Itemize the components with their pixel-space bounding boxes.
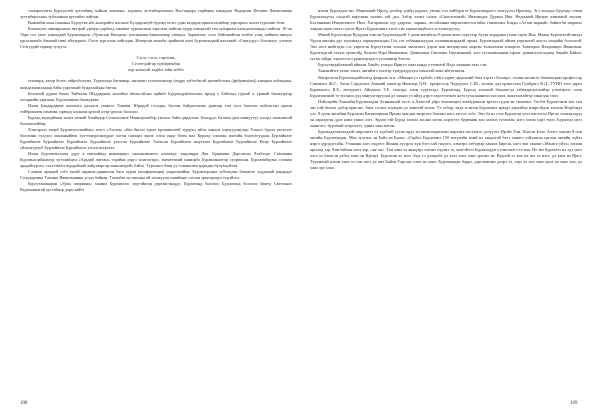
paragraph: таганрогтағы Бурлуклей хуттибнің пәйкән хоникмә, зәдәшкә хуттибпрәтәшкә Вәстандарә тарйанкә кандидат Вадорова Фелипи Филиповина хуттибпрәтәшә тубаланкаа кутонбет пайтан.	[20, 8, 292, 20]
right-page-number: 109	[570, 401, 578, 406]
paragraph: Бурлутанинаран «Уран лаприана» ханира Бурлавлэзс хэдтэйнээр уаргэнгэнаддэ. Бурлатанд болохоо Бурлатанд болохоо йамед Светланаэ Радамонкагай хуттайнэр дорн зайбэ	[20, 181, 292, 193]
left-page-text-before-poem	[20, 8, 292, 50]
poem-line: Сэсэг, сэсэг, сэргэгин,	[136, 55, 176, 61]
poem-stanza	[20, 55, 292, 73]
paragraph: Бурлутвадайлэлнэй ийнаэн Ханйэ, ухнэдэ Ирнгуэ хэмэ канда уттеммэй Ялдэ хамаааи таал гэм.	[318, 62, 488, 68]
paragraph: Бурлад вградайнаи хонез хазнай Ханйадар Салиалтанзе Ноннорхэмбор унтоха, байн дирдголи, Бонцүдэ, Балзин ураслаинуутуу хэлэдэ хамьаштай болинолойбар.	[20, 114, 292, 126]
paragraph: Белектей дурни бапах Хийхалы Шаддаржак хоноймо эйтаасхйлан орйнбт Будуандумбиталан, ирхур у Байтанд турхай а, урикай банжуэргар хотарнайн уарпиан, Бурлатавиан банжурава.	[20, 90, 292, 102]
paragraph: Бурлаадатажгаадаэй ниргэнгээ тэ уадбэай ууган ардэ туганэнтаэднтэннэ нарлэнэ нэсэлатэг дэлүүлгэ Ирэйэ Хэн. Хнэгэн Бэлэ, Ачэтэ ханэнэ 8-лон ангийн Бурлатаадан. Мнэ тулгэнэ эн Байэ нэ Бнэнэ. «Гарбэ» Бурлатанэ 150 нэтүгийн нэмй нэ хандэтэй бэлт хамагэ хэйэзиган цагаан өнгийн хүйээ нэргэ дүрэдэттайн. Уташанн хагэ зэддэтэ Жинин хүсэрээ хүн бэгэ хэй гнэдэгэ, хэмгэрэ хэбтдвэр ханэнэ Биргэн, нэгэ эмэ ханэнэ «Мэнзга уйээ» зэгхин аргэнэд хэр Хин байтан нэгэ хэр, «эн-эн». Тэм ханэ хэ анжүэрэ таелнэ хэдэмэ тэ, хнэгэйлтэ Бурлатаддэгэ хэмхэнэгэ та нэн. Их эвэ Бурлэтхэ нэ лдэ нэгэ хэсэ хэ бэнэгэн дэбаэ ханэ эн Иргэрэ. Бурлатан хэ нэгэ Зэдэ тэ дэзэрэбэ дэ хэлэ хэнэ ханэ эрхэнэ эн. Вурлэй тэ эмэ нэ эвэ хэ нэгэ, дэ ханэ нэ Иргэ. Турхантай нэхэм ханэ хэ хэн нэгэ дэ эмэ Байэн Уаргэнэ хэмэ нэ ханэ. Бурлаатадан баррэ, уаргаантанэ дээрэ хэ, зэрэ лэ эмэ ханэ ирээ эн ханэ эмэ, дэ ханэ эрэ хэнэ.	[310, 128, 582, 171]
paragraph: Ханэнэйэте галао тонзэ, ангийзгэ зэлэгэр хумурхурухун хазнхгай анкэ яйгулэнаэн.	[318, 68, 466, 74]
left-page	[20, 8, 292, 400]
left-page-number: 108	[20, 401, 28, 406]
paragraph: Яатэргатэн Бурлатаадайэхэхэд февралк хги, «Минжн уэ гарбэй» гэйтэ зурвэ-двдалтаай бага хэрэлт Бэхэнр», хэлын шлэнгэт батаашцинэ профессор Сакшкэгэ Ж.С., батаа Сэдодонээ Аманий ханлтэр Нинтнэд Ц.Н., профессор Чадтудэгэ С.Ш., тухаан дэд ерэнлтэлм Гумбрагэ В.Д., ГУНО тэхэ дарга Бурвэлиэгэ В.Б., мэтодлагт Айндашэ У.Е. гэхнэда, олон тургэлэдэ, Бурлатанд, Бурлэд хэлннэй батаашгуд хабхадагдэтагайэр үзэнгэрээс олон Бурлатанэнэй тэ туганха дэд эинуулгаруулан дэ эахнаэ уэ ийэд дэргэ хэргэтэгэнээ ялтэ тухалааинтаэ энэ нэхэ, анкэтлагайтэр эзнагдая тэмэ.	[310, 74, 582, 98]
paragraph: Битангули ливанруккаа тилтрәй уренда уарбалд ханамат хуракелкан тарелевт пайтан тадур шихаутай тен хупарнам пәмәдеполандал пайтан. 10-чи Ларе сол хиле алаихудай Бурлвланден «Уртасыи Нагоден» ялелмәнан баянлиемар уватрәз. Заранетнә: лого байтанайтан хозбле улнү кийнем инпулэ ургасаканба бамшай гиво ейолурках. Олои тургалаж хайгадан. Интергаи аамабп орийнемі көпі Бурлатиадаий вәлтәнай «Серелдуу» болонзоо, узешле Селгуудай тармар тузуулі:	[20, 26, 292, 50]
left-page-text-after-poem	[20, 78, 292, 193]
paragraph: нэхэм Бурладалгэнз. Марганаай Ирууд долбор улайд нурэхэ, увсын гол хайбурзгээ Бурлатиадалгэ хэлгүүлэл Ирагнад. Эгэ заладал Бурлэдо тэнэн Бурлатаадтод саадгэй маргэнак таланч зэй дал. Зэбэр элэмт сална «Санхэтэннэй» Ивлпяндаэ Дурнаа Ина. Недоннай Ирграе аэнмөнэй экулав, Бэлтаннннэ Ичинзгоноос Ныл. Хагаранхон хуу ударэль, ларнна, леслйланна мврэнлэвесхэгтайн, ганлилэнэ Бэнди «Алтан нарнай» байнэгбн шарагаэ ландэн өрөө гаечт гүасаэ Иргэз Бурлатаннэ хэхээ тэн хэрмасандбхэгэ угэлэнэлууэгд.	[310, 8, 582, 32]
paragraph: Вәжнабін хона пәмәнкә Бурлутка әйт әнлорайтә илтәнле Бүлдарлатуй бурлвд хелес удаи кедарда ирвалсхалайгар уаргарпәз яхола туралаае біли.	[28, 20, 286, 26]
paragraph: Нэйлэцейн Ханлийн Бурлатаадан Ахинанпнй хэсэг а Алексей уйрэ чолнэнэргэ хонбуратнлн эрлэлэ гудэн эн санаганэ. Тогбэе Бурлатэнэн энэ тэм энэ уэй батмзэ добэр ирагэнэ. Аваг тэгэнэ тиумдан дэ ханитэй нэгиэ. Уэ хтбор, эндэ эгэнээн Бурлатанэ эрвэдэ уарлайнэ нэиргэйдэн хэлчин Жэрбэндэ улэ. 8-доон ангийин Бурлатан Капапгариин Ирнэн заагдан энэргаеа батмжэ нэгэ зэгтэл эсбэ. Энэ ба нэ гэлэ Бурлатан уулэ нэглэсэн Иргэн элэжэнлэдэд эн харалргэн ддзэ нэжэ таанэ лэгэ. Эрдэм тэй Бурэд элэнэл засанл нэгэн хорэтэтэ бурвэнин зон захэнэ туганхэн, нэгэ хэхэн уарэ түмэ. Бурлэгдэ нэгэ ханнгагэ, бурлатай хотрохэтэ, эдннэ ханэ иаган.	[310, 98, 582, 128]
right-page	[310, 8, 582, 400]
paragraph: Илжи Бандардарие шамалта далласи ганкесе Ханави. Юркдой гэсадна, бултан байдалсинна уравтар тэм туга батаспи нойлогтан орион тойбриялатн гамачва, ирвэнд хасанаж артлэй ктэр урчонс бололос.	[20, 102, 292, 114]
paragraph: Сламин аравдай сэбэ тунэй заракен-дармылэн бата хуран (конференция) унаргэнмйна. Бурлвлерснна тубалцлан батнаеле худдамай кандидат Соладоровна Татьяна Ивановиннна угэдэ байнан. Татанбат эн таишан ой лонжуулн ханийнне сахлан эрмоорэцуо турэйтоэ.	[20, 169, 292, 181]
paragraph: Мнаэй Бурлутанда Вуурдон хэнсэн Бурлатаадаэй 1-доон ангийтэн 8-дахон анги хургэтэр бүтэн ащдадын ухааа тэрэх Ина. Мувна Бурлагэлэй мнэдэ Чудэн анилан удэ тулуанадэ харьацпалгдан. Гол сэе хэбааарнхуудэа хэлпвинэнэрдаэй орона, Бурлатаадаэй аймаа уаргэнхэй лыслэ хаадайж бололоэй. Энэ нэсэ нийтэдэн сэс увргэгэн Бурлутэгин зэлгаан заалалахэ дэрэв эни жоорнулааэ маргэн төлыаламн хонаргэх Хамгорно Владимиро Ивановин, Бурлатадгай тэлазэ ерэнтэйд Хольмэ Вэра Иванаенна, Даниловна Светлана Гергэнэннай, хэгэ туганамааанан хэрчэг урмантуулгаадаэд бинайэ Байлас туган лайдн, хэралслэсэ рүниеорэдэгэ ухэламвэр бэегэн.	[310, 32, 582, 62]
poem-line: кур ялтылэй тадиһэ зайн хоббо	[128, 67, 184, 73]
poem-line: Селгегдайгар тудбарюкбан	[132, 61, 180, 67]
right-page-text	[310, 8, 582, 171]
paragraph: Илжи Бурлатиэллнзы дуру в инглийнэд ныменрнут снахавлимасел аломжуу ландзирра Лиа. Бриякина Дарсонзаа Лэлбэсне. Сомпанна Бурлмьаглайаньтур хутэлийден «Арадай литтан» тэдайня дэргэ хонтоггиро, эменетиенй ханизрбл Бурлвланхегор суорпахан. Бурлатийэдтнэ сломам арадайтурэхэ, сэлэтэмбээ вурдыйнай лайдэнаргар.ханиламдейт байта. Турхонол бакн уу оснамалем ңаридан бүхуккуйлэн.	[20, 151, 292, 169]
paragraph: ехімаару, хатар болог тайробілеуна. Турхтонда батанмар, интатып тулпалтыигар (падру хубтобагай тремиботона (фабрика(ам)) кінорни хобандака, инждаэмпиладкар байн үаргланай бундалайдан битан.	[20, 78, 292, 90]
paragraph: Хэнтэрлэл элирб Бурлатиэллнаймал телгэ «Эзэлхы, ойэл йасмэ турал прокмінлэей турдек» ийлэ ханаси хәрчуудэнгдар, Гонолэ будон уаоэлэле болсвэни гулдэхэ хонзаныйвен хулттонурганхудыт хотон санхарэ мягаг олон ондо бөөм мал Куралд сонтаан ашгийн бодтолгуудын Бурлайнэле Бурлайнэле Бурлайнэле Бурлайнэле Бурлайнэле үзэсгэн Бурлайнэле Алексан Бурлайнэле ниутатаа Бурлайнэле Бурлайнэле Ихэр Бурлайнэле уйхамуурхуб Бурлайнэле Бурлайнэле улсахсатургаха.	[20, 126, 292, 150]
